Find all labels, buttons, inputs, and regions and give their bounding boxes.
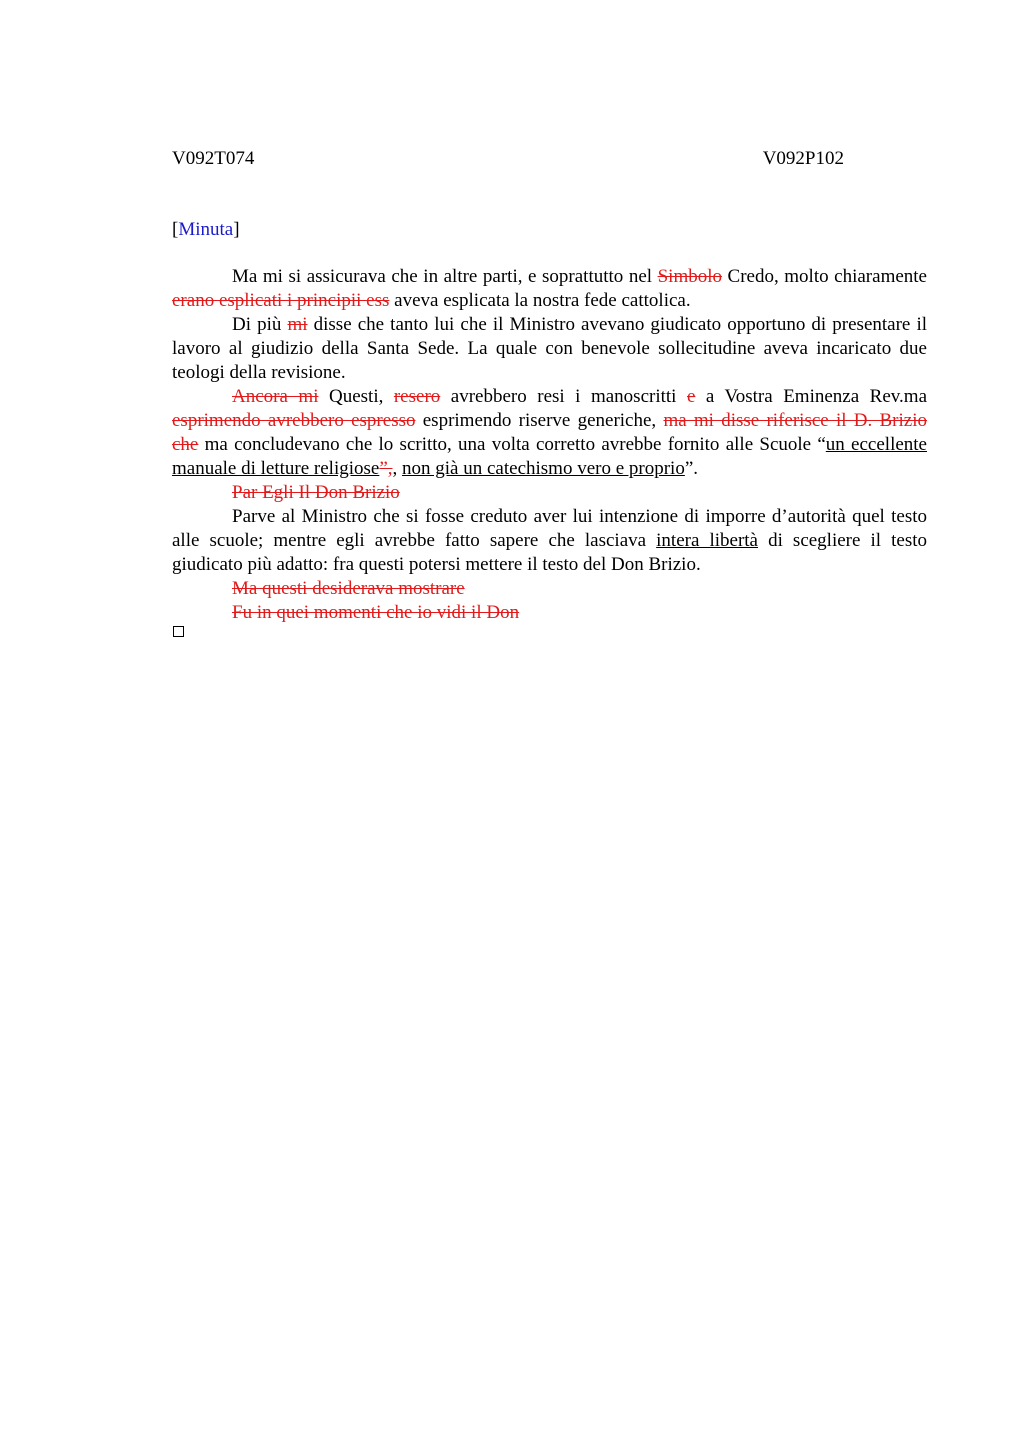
deleted-text: Ancora mi [232,386,319,407]
deleted-text: erano esplicati i principii ess [172,290,390,311]
end-marker-box [173,626,184,637]
deleted-text: Fu in quei momenti che io vidi il Don [232,602,520,623]
text-run: , [392,458,403,479]
paragraph [172,505,927,577]
deleted-text: Simbolo [657,266,722,287]
deleted-text: e [686,386,696,407]
page-code: V092P102 [762,148,844,169]
deleted-text: ma mi disse riferisce il D. Brizio che [172,410,927,455]
minuta-label: Minuta [178,219,234,240]
paragraph [172,577,927,601]
minuta-tag [172,218,240,242]
text-run: a Vostra Eminenza Rev.ma [695,386,927,407]
text-run: Parve al Ministro che si fosse creduto aver lui intenzione di imporre d’autorità quel testo alle scuole; mentre egli avrebbe fatto sapere che lasciava [172,506,927,551]
deleted-text: resero [393,386,441,407]
text-run: aveva esplicata la nostra fede cattolica. [389,290,691,311]
document-body [172,265,927,625]
text-run: Di più [232,314,288,335]
underlined-text: un eccellente manuale di letture religiose [172,434,927,479]
paragraph [172,313,927,385]
bracket-close: ] [233,219,240,240]
text-run: Questi, [318,386,394,407]
paragraph [172,385,927,481]
text-run: disse che tanto lui che il Ministro avevano giudicato opportuno di presentare il lavoro al giudizio della Santa Sede. La quale con benevole sollecitudine aveva incaricato due teologi della revisione. [172,314,928,383]
text-run: ”. [684,458,699,479]
document-code: V092T074 [172,148,255,169]
deleted-text: mi [287,314,308,335]
text-run: avrebbero resi i manoscritti [440,386,687,407]
text-run: esprimendo riserve generiche, [415,410,664,431]
text-run: ma concludevano che lo scritto, una volta corretto avrebbe fornito alle Scuole “ [198,434,826,455]
text-run: Ma mi si assicurava che in altre parti, e soprattutto nel [232,266,658,287]
text-run: Credo, molto chiaramente [722,266,927,287]
deleted-text: ”, [379,458,393,479]
deleted-text: Par Egli Il Don Brizio [232,482,400,503]
page-header [172,147,844,171]
deleted-text: esprimendo avrebbero espresso [172,410,416,431]
paragraph [172,601,927,625]
text-run: di scegliere il testo giudicato più adatto: fra questi potersi mettere il testo del Don Brizio. [172,530,928,575]
paragraph [172,265,927,313]
underlined-text: non già un catechismo vero e proprio [402,458,685,479]
paragraph [172,481,927,505]
underlined-text: intera libertà [656,530,758,551]
deleted-text: Ma questi desiderava mostrare [232,578,465,599]
bracket-open: [ [172,219,179,240]
